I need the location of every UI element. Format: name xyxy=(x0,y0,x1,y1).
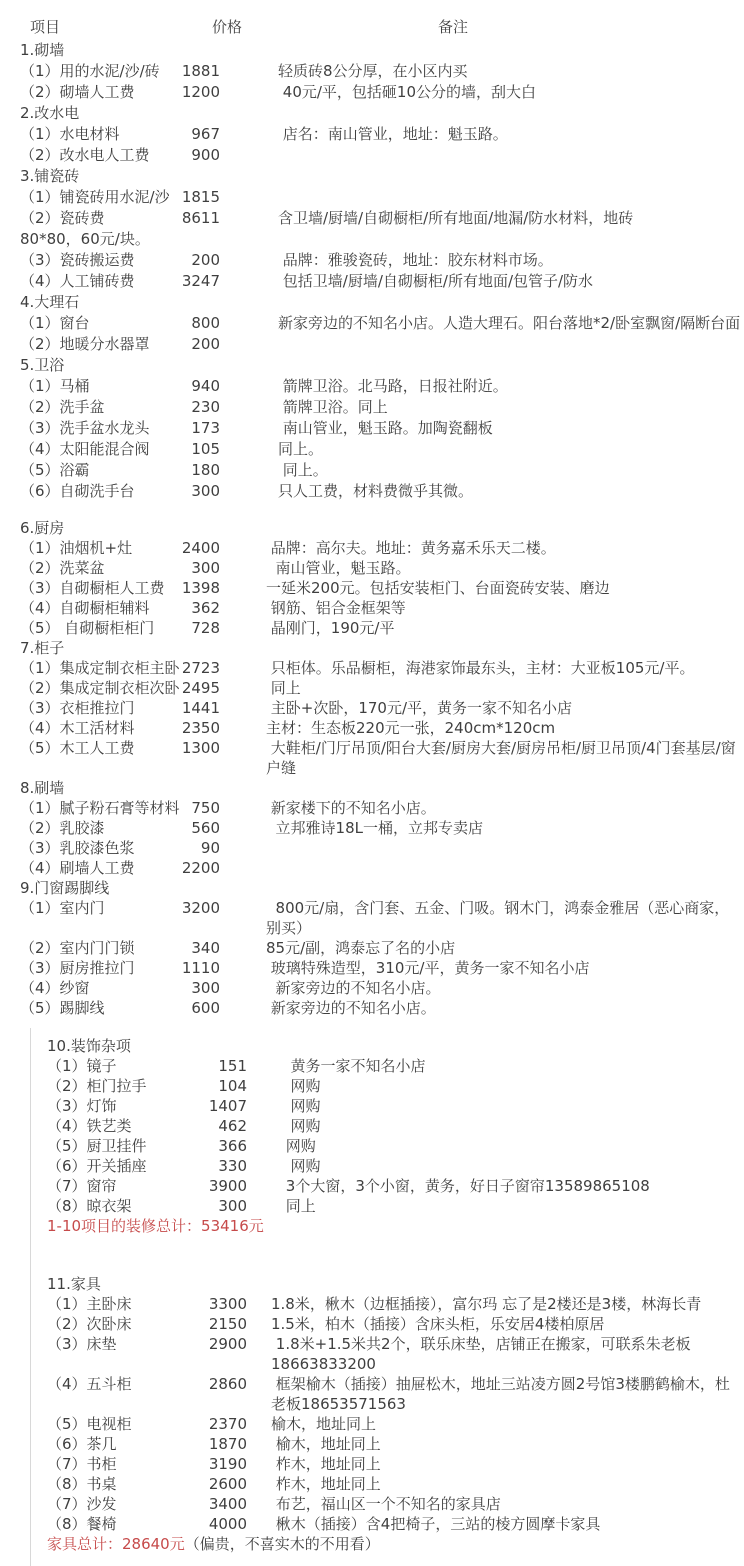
column-header-row xyxy=(20,14,744,40)
total-row xyxy=(47,1534,744,1554)
price-cell: 340 xyxy=(191,939,220,957)
table-row xyxy=(20,208,744,229)
total-row xyxy=(47,1216,744,1236)
item-cell: （2）乳胶漆 xyxy=(20,819,105,837)
price-cell: 462 xyxy=(218,1117,247,1135)
table-row xyxy=(20,124,744,145)
table-row xyxy=(20,439,744,460)
price-cell: 200 xyxy=(191,335,220,353)
section xyxy=(20,40,744,103)
note-cell: 主材：生态板220元一张，240cm*120cm xyxy=(266,719,556,737)
table-row xyxy=(20,187,744,208)
section xyxy=(20,103,744,166)
note-cell: 新家旁边的不知名小店。人造大理石。阳台落地*2/卧室飘窗/隔断台面 xyxy=(278,314,741,332)
price-cell: 2370 xyxy=(208,1415,247,1433)
price-cell: 4000 xyxy=(208,1515,247,1533)
price-cell: 105 xyxy=(191,440,220,458)
note-cell xyxy=(220,145,744,166)
item-cell: （1）集成定制衣柜主卧 xyxy=(20,659,180,677)
sections-1-9 xyxy=(20,40,744,1018)
table-row xyxy=(20,938,744,958)
section-title: 4.大理石 xyxy=(20,293,80,311)
table-row xyxy=(20,334,744,355)
price-cell: 3200 xyxy=(181,899,220,917)
item-cell: （1）水电材料 xyxy=(20,125,120,143)
note-cell: 只柜体。乐品橱柜，海港家饰最东头，主材：大亚板105元/平。 xyxy=(266,659,695,677)
section xyxy=(47,1274,744,1534)
price-cell: 3900 xyxy=(208,1177,247,1195)
note-cell: 大鞋柜/门厅吊顶/阳台大套/厨房大套/厨房吊柜/厨卫吊顶/4门套基层/窗户缝 xyxy=(266,739,736,777)
note-cell: 一延米200元。包括安装柜门、台面瓷砖安装、磨边 xyxy=(266,579,610,597)
price-cell: 728 xyxy=(191,619,220,637)
price-cell: 1110 xyxy=(181,959,220,977)
price-cell: 366 xyxy=(218,1137,247,1155)
note-cell: 品牌：雅骏瓷砖，地址：胶东材料市场。 xyxy=(278,251,553,269)
table-row xyxy=(20,618,744,638)
note-cell: 网购 xyxy=(281,1157,321,1175)
item-cell: （5）厨卫挂件 xyxy=(47,1137,147,1155)
item-cell: （2）次卧床 xyxy=(47,1315,132,1333)
price-cell: 2495 xyxy=(181,679,220,697)
note-cell: 新家旁边的不知名小店。 xyxy=(266,979,441,997)
section xyxy=(20,166,744,292)
item-cell: （1）用的水泥/沙/砖 xyxy=(20,62,160,80)
item-cell: （4）刷墙人工费 xyxy=(20,859,135,877)
item-cell: （2）室内门门锁 xyxy=(20,939,135,957)
item-cell: （3）洗手盆水龙头 xyxy=(20,419,150,437)
table-row xyxy=(47,1196,744,1216)
note-cell: 含卫墙/厨墙/自砌橱柜/所有地面/地漏/防水材料，地砖 xyxy=(278,209,634,227)
note-cell xyxy=(220,334,744,355)
note-cell: 晶刚门，190元/平 xyxy=(266,619,395,637)
note-cell: 立邦雅诗18L一桶，立邦专卖店 xyxy=(266,819,483,837)
price-cell: 3247 xyxy=(181,272,220,290)
table-row xyxy=(47,1294,744,1314)
price-cell: 3190 xyxy=(208,1455,247,1473)
item-cell: （5）踢脚线 xyxy=(20,999,105,1017)
table-row xyxy=(20,858,744,878)
item-cell: （2）地暖分水器罩 xyxy=(20,335,150,353)
section xyxy=(20,355,744,502)
price-cell: 230 xyxy=(191,398,220,416)
item-cell: （1）窗台 xyxy=(20,314,90,332)
table-row xyxy=(20,538,744,558)
note-cell: 柞木，地址同上 xyxy=(271,1475,381,1493)
price-cell: 560 xyxy=(191,819,220,837)
item-cell: （4）木工活材料 xyxy=(20,719,135,737)
table-row xyxy=(20,481,744,502)
note-cell: 1.5米，柏木（插接）含床头柜，乐安居4楼柏原居 xyxy=(271,1315,605,1333)
note-cell: 南山管业，魁玉路。 xyxy=(266,559,411,577)
item-cell: （3）衣柜推拉门 xyxy=(20,699,135,717)
table-row xyxy=(47,1314,744,1334)
table-row xyxy=(20,376,744,397)
price-cell: 180 xyxy=(191,461,220,479)
total-comment: （偏贵，不喜实木的不用看） xyxy=(184,1535,380,1553)
price-cell: 3400 xyxy=(208,1495,247,1513)
table-row xyxy=(47,1474,744,1494)
item-cell: （8）餐椅 xyxy=(47,1515,117,1533)
table-row xyxy=(20,598,744,618)
item-cell: （6）自砌洗手台 xyxy=(20,482,135,500)
table-row xyxy=(20,313,744,334)
table-row xyxy=(20,718,744,738)
table-row xyxy=(20,271,744,292)
table-row xyxy=(47,1334,744,1374)
price-cell: 940 xyxy=(191,377,220,395)
table-row xyxy=(20,82,744,103)
item-cell: （8）书桌 xyxy=(47,1475,117,1493)
table-row xyxy=(20,460,744,481)
note-cell: 轻质砖8公分厚，在小区内买 xyxy=(278,62,468,80)
note-cell: 网购 xyxy=(281,1097,321,1115)
table-row xyxy=(47,1374,744,1414)
table-row xyxy=(20,698,744,718)
price-cell: 2860 xyxy=(208,1375,247,1393)
price-cell: 90 xyxy=(200,839,220,857)
table-row xyxy=(47,1494,744,1514)
total-amount: 家具总计：28640元 xyxy=(47,1535,185,1553)
note-cell: 榆木，地址同上 xyxy=(271,1435,381,1453)
price-cell: 2200 xyxy=(181,859,220,877)
note-cell: 黄务一家不知名小店 xyxy=(281,1057,426,1075)
note-cell: 柞木，地址同上 xyxy=(271,1455,381,1473)
table-row xyxy=(47,1056,744,1076)
item-cell: （4）太阳能混合阀 xyxy=(20,440,150,458)
table-row xyxy=(20,978,744,998)
column-header-note: 备注 xyxy=(438,18,469,36)
note-cell: 楸木（插接）含4把椅子，三站的棱方圆摩卡家具 xyxy=(271,1515,601,1533)
section-title: 8.刷墙 xyxy=(20,779,65,797)
note-cell: 同上。 xyxy=(278,461,328,479)
note-cell: 榆木，地址同上 xyxy=(271,1415,377,1433)
item-cell: （6）开关插座 xyxy=(47,1157,147,1175)
price-cell: 2400 xyxy=(181,539,220,557)
price-cell: 200 xyxy=(191,251,220,269)
item-cell: （8）晾衣架 xyxy=(47,1197,132,1215)
item-cell: （5）木工人工费 xyxy=(20,739,135,757)
section xyxy=(20,878,744,1018)
note-cell: 1.8米，楸木（边框插接），富尔玛 忘了是2楼还是3楼，林海长青 xyxy=(271,1295,702,1313)
note-cell: 新家楼下的不知名小店。 xyxy=(266,799,436,817)
table-row xyxy=(20,578,744,598)
note-cell: 网购 xyxy=(281,1137,316,1155)
note-cell xyxy=(220,858,744,878)
item-cell: （3）自砌橱柜人工费 xyxy=(20,579,165,597)
table-row xyxy=(20,898,744,938)
item-cell: （2）砌墙人工费 xyxy=(20,83,135,101)
note-cell: 800元/扇，含门套、五金、门吸。钢木门，鸿泰金雅居（恶心商家，别买） xyxy=(266,899,730,937)
item-cell: （1）室内门 xyxy=(20,899,105,917)
note-cell xyxy=(220,187,744,208)
document-body xyxy=(0,14,744,1566)
note-cell: 1.8米+1.5米共2个，联乐床垫，店铺正在搬家，可联系朱老板18663833200 xyxy=(271,1335,691,1373)
note-cell: 同上 xyxy=(266,679,301,697)
note-cell xyxy=(220,838,744,858)
price-cell: 2600 xyxy=(208,1475,247,1493)
table-row xyxy=(20,658,744,678)
table-row xyxy=(20,678,744,698)
note-cell: 包括卫墙/厨墙/自砌橱柜/所有地面/包管子/防水 xyxy=(278,272,594,290)
price-cell: 800 xyxy=(191,314,220,332)
table-row xyxy=(47,1096,744,1116)
item-cell: （2）瓷砖费 xyxy=(20,209,105,227)
section-title: 1.砌墙 xyxy=(20,41,65,59)
note-cell: 3个大窗，3个小窗，黄务，好日子窗帘13589865108 xyxy=(281,1177,650,1195)
table-row xyxy=(20,738,744,778)
price-cell: 2900 xyxy=(208,1335,247,1353)
price-cell: 1441 xyxy=(181,699,220,717)
note-cell: 只人工费，材料费微乎其微。 xyxy=(278,482,474,500)
price-cell: 900 xyxy=(191,146,220,164)
note-cell: 网购 xyxy=(281,1077,321,1095)
table-row xyxy=(47,1176,744,1196)
table-row xyxy=(47,1454,744,1474)
section xyxy=(47,1036,744,1216)
price-cell: 2723 xyxy=(181,659,220,677)
item-cell: （4）纱窗 xyxy=(20,979,90,997)
item-cell: （4）五斗柜 xyxy=(47,1375,132,1393)
table-row xyxy=(20,397,744,418)
note-cell: 钢筋、铝合金框架等 xyxy=(266,599,406,617)
section-title: 9.门窗踢脚线 xyxy=(20,879,110,897)
price-cell: 2150 xyxy=(208,1315,247,1333)
total-amount: 1-10项目的装修总计：53416元 xyxy=(47,1217,264,1235)
price-cell: 1870 xyxy=(208,1435,247,1453)
price-cell: 967 xyxy=(191,125,220,143)
price-cell: 330 xyxy=(218,1157,247,1175)
item-cell: （2）柜门拉手 xyxy=(47,1077,147,1095)
item-cell: （3）乳胶漆色浆 xyxy=(20,839,135,857)
price-cell: 151 xyxy=(218,1057,247,1075)
note-cell: 主卧+次卧，170元/平，黄务一家不知名小店 xyxy=(266,699,573,717)
price-cell: 1815 xyxy=(181,188,220,206)
table-row xyxy=(47,1414,744,1434)
item-cell: （5）浴霸 xyxy=(20,461,90,479)
item-cell: （2）洗手盆 xyxy=(20,398,105,416)
section xyxy=(20,292,744,355)
section-title: 3.铺瓷砖 xyxy=(20,167,80,185)
price-cell: 8611 xyxy=(181,209,220,227)
table-row xyxy=(20,838,744,858)
price-cell: 300 xyxy=(191,979,220,997)
note-cell: 玻璃特殊造型，310元/平，黄务一家不知名小店 xyxy=(266,959,590,977)
price-cell: 1398 xyxy=(181,579,220,597)
item-cell: （6）茶几 xyxy=(47,1435,117,1453)
table-row xyxy=(20,798,744,818)
note-cell: 框架榆木（插接）抽屉松木，地址三站凌方圆2号馆3楼鹏鹤榆木，杜老板18653571563 xyxy=(271,1375,730,1413)
item-cell: （4）自砌橱柜辅料 xyxy=(20,599,150,617)
item-cell: （1）镜子 xyxy=(47,1057,117,1075)
note-cell: 箭牌卫浴。同上 xyxy=(278,398,388,416)
section-title: 10.装饰杂项 xyxy=(47,1037,131,1055)
item-cell: （3）厨房推拉门 xyxy=(20,959,135,977)
column-header-price: 价格 xyxy=(212,18,243,36)
table-row xyxy=(20,418,744,439)
section xyxy=(20,638,744,778)
section-title: 6.厨房 xyxy=(20,519,65,537)
price-cell: 600 xyxy=(191,999,220,1017)
table-row xyxy=(20,958,744,978)
price-cell: 300 xyxy=(191,559,220,577)
item-cell: （1）马桶 xyxy=(20,377,90,395)
price-cell: 300 xyxy=(191,482,220,500)
note-cell: 同上 xyxy=(281,1197,316,1215)
price-cell: 173 xyxy=(191,419,220,437)
item-cell: （1）腻子粉石膏等材料 xyxy=(20,799,180,817)
item-cell: （1）主卧床 xyxy=(47,1295,132,1313)
item-cell: （4）铁艺类 xyxy=(47,1117,132,1135)
table-row xyxy=(47,1434,744,1454)
price-cell: 300 xyxy=(218,1197,247,1215)
price-cell: 1407 xyxy=(208,1097,247,1115)
table-row xyxy=(47,1116,744,1136)
price-cell: 2350 xyxy=(181,719,220,737)
price-cell: 750 xyxy=(191,799,220,817)
note-cell: 布艺，福山区一个不知名的家具店 xyxy=(271,1495,501,1513)
price-cell: 362 xyxy=(191,599,220,617)
table-row xyxy=(47,1514,744,1534)
item-cell: （7）书柜 xyxy=(47,1455,117,1473)
price-cell: 104 xyxy=(218,1077,247,1095)
table-row xyxy=(47,1156,744,1176)
section-title: 5.卫浴 xyxy=(20,356,65,374)
table-row xyxy=(20,998,744,1018)
note-cell: 箭牌卫浴。北马路，日报社附近。 xyxy=(278,377,508,395)
note-continuation-line: 80*80，60元/块。 xyxy=(20,230,150,248)
table-row xyxy=(47,1136,744,1156)
section-title: 11.家具 xyxy=(47,1275,101,1293)
price-cell: 3300 xyxy=(208,1295,247,1313)
price-cell: 1881 xyxy=(181,62,220,80)
item-cell: （2）洗菜盆 xyxy=(20,559,105,577)
note-cell: 店名：南山管业，地址：魁玉路。 xyxy=(278,125,508,143)
item-cell: （3）瓷砖搬运费 xyxy=(20,251,135,269)
table-row xyxy=(20,61,744,82)
item-cell: （3）床垫 xyxy=(47,1335,117,1353)
item-cell: （2）集成定制衣柜次卧 xyxy=(20,679,180,697)
table-row xyxy=(20,145,744,166)
item-cell: （1）铺瓷砖用水泥/沙 xyxy=(20,188,170,206)
note-cell: 南山管业，魁玉路。加陶瓷翻板 xyxy=(278,419,493,437)
note-cell: 网购 xyxy=(281,1117,321,1135)
section xyxy=(20,778,744,878)
note-cell: 同上。 xyxy=(278,440,324,458)
column-header-item: 项目 xyxy=(30,18,61,36)
price-cell: 1200 xyxy=(181,83,220,101)
section-title: 7.柜子 xyxy=(20,639,65,657)
quoted-sections-10-11 xyxy=(30,1028,744,1566)
item-cell: （7）沙发 xyxy=(47,1495,117,1513)
section-title: 2.改水电 xyxy=(20,104,80,122)
table-row xyxy=(20,558,744,578)
note-cell: 85元/副，鸿泰忘了名的小店 xyxy=(266,939,456,957)
price-cell: 1300 xyxy=(181,739,220,757)
item-cell: （2）改水电人工费 xyxy=(20,146,150,164)
item-cell: （3）灯饰 xyxy=(47,1097,117,1115)
item-cell: （7）窗帘 xyxy=(47,1177,117,1195)
note-cell: 新家旁边的不知名小店。 xyxy=(266,999,436,1017)
item-cell: （4）人工铺砖费 xyxy=(20,272,135,290)
table-row xyxy=(20,818,744,838)
note-cell: 品牌：高尔夫。地址：黄务嘉禾乐天二楼。 xyxy=(266,539,556,557)
item-cell: （5） 自砌橱柜柜门 xyxy=(20,619,155,637)
table-row xyxy=(47,1076,744,1096)
section xyxy=(20,518,744,638)
item-cell: （5）电视柜 xyxy=(47,1415,132,1433)
item-cell: （1）油烟机+灶 xyxy=(20,539,133,557)
table-row xyxy=(20,250,744,271)
note-cell: 40元/平，包括砸10公分的墙，刮大白 xyxy=(278,83,537,101)
